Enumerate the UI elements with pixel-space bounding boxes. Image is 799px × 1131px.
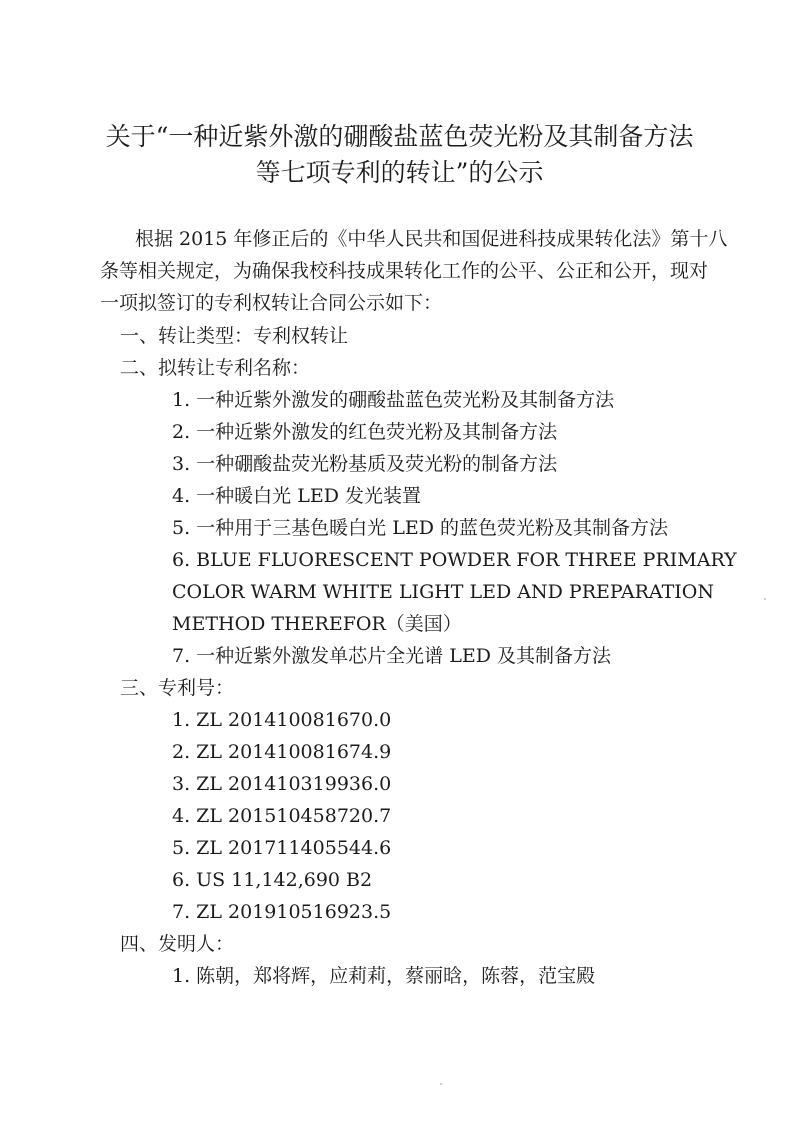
- patent-number-item: 6. US 11,142,690 B2: [172, 869, 373, 891]
- patent-name-item-continued: METHOD THEREFOR（美国）: [172, 613, 462, 635]
- patent-name-item: 3. 一种硼酸盐荧光粉基质及荧光粉的制备方法: [172, 453, 558, 475]
- document-title-line-2: 等七项专利的转让”的公示: [255, 158, 544, 187]
- patent-number-item: 7. ZL 201910516923.5: [172, 901, 392, 923]
- scan-speck: [440, 1083, 442, 1085]
- patent-name-item: 4. 一种暖白光 LED 发光装置: [172, 485, 421, 507]
- patent-name-item: 6. BLUE FLUORESCENT POWDER FOR THREE PRIMARY: [172, 549, 737, 571]
- section-patent-names-heading: 二、拟转让专利名称：: [120, 357, 311, 379]
- patent-number-item: 3. ZL 201410319936.0: [172, 773, 392, 795]
- patent-name-item: 7. 一种近紫外激发单芯片全光谱 LED 及其制备方法: [172, 645, 611, 667]
- patent-number-item: 4. ZL 201510458720.7: [172, 805, 392, 827]
- patent-number-item: 2. ZL 201410081674.9: [172, 741, 392, 763]
- intro-paragraph-line-2: 条等相关规定，为确保我校科技成果转化工作的公平、公正和公开，现对: [100, 260, 709, 282]
- scan-speck: [764, 598, 766, 600]
- intro-paragraph-line-3: 一项拟签订的专利权转让合同公示如下：: [100, 292, 443, 314]
- patent-number-item: 5. ZL 201711405544.6: [172, 837, 392, 859]
- section-patent-numbers-heading: 三、专利号：: [120, 677, 235, 699]
- patent-name-item-continued: COLOR WARM WHITE LIGHT LED AND PREPARATION: [172, 581, 714, 603]
- patent-name-item: 5. 一种用于三基色暖白光 LED 的蓝色荧光粉及其制备方法: [172, 517, 668, 539]
- section-transfer-type: 一、转让类型：专利权转让: [120, 325, 349, 347]
- patent-number-item: 1. ZL 201410081670.0: [172, 709, 392, 731]
- patent-name-item: 1. 一种近紫外激发的硼酸盐蓝色荧光粉及其制备方法: [172, 389, 615, 411]
- inventor-list-item: 1. 陈朝，郑将辉，应莉莉，蔡丽晗，陈蓉，范宝殿: [172, 965, 596, 987]
- section-inventors-heading: 四、发明人：: [120, 933, 235, 955]
- patent-name-item: 2. 一种近紫外激发的红色荧光粉及其制备方法: [172, 421, 558, 443]
- intro-paragraph-line-1: 根据 2015 年修正后的《中华人民共和国促进科技成果转化法》第十八: [135, 228, 728, 250]
- document-title-line-1: 关于“一种近紫外激的硼酸盐蓝色荧光粉及其制备方法: [105, 122, 694, 151]
